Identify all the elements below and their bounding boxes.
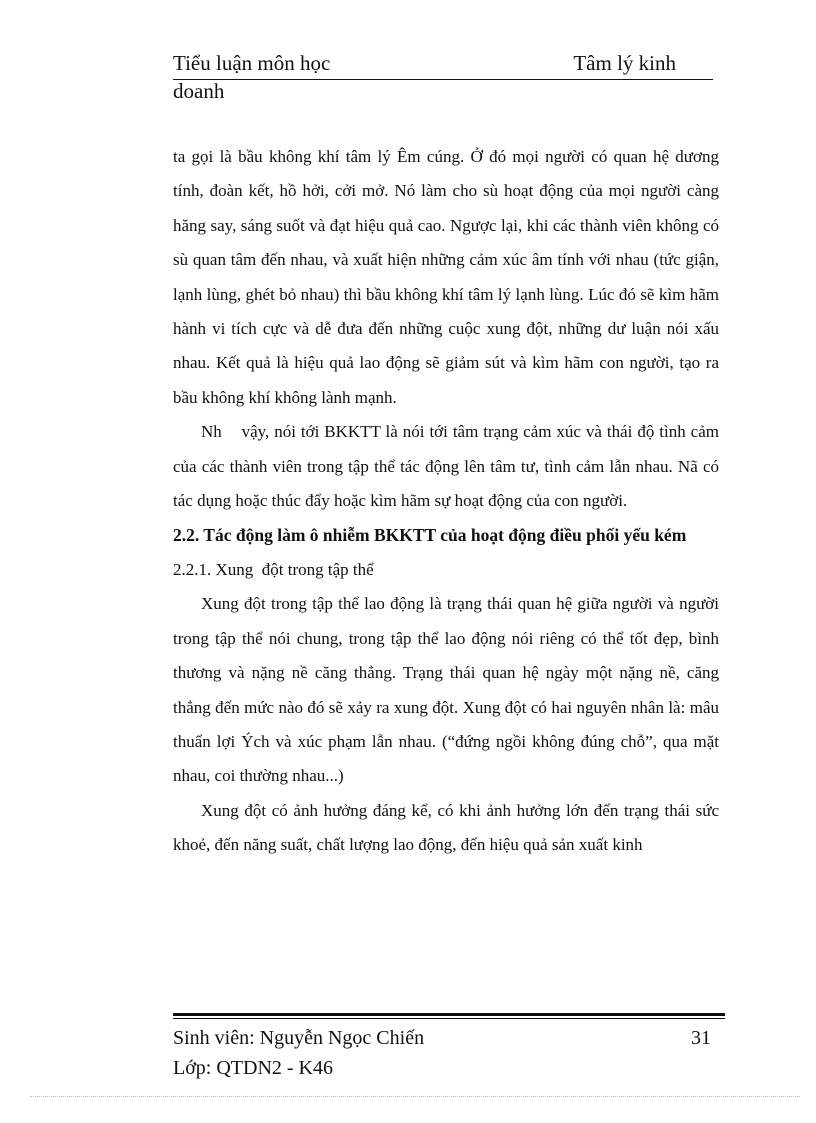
subsection-heading: 2.2.1. Xung đột trong tập thể (173, 559, 374, 579)
paragraph-4: Xung đột có ảnh hưởng đáng kể, có khi ảnh hưởng lớn đến trạng thái sức khoẻ, đến năng suất, chất lượng lao động, đến hiệu quả sản xuất kinh (173, 800, 719, 855)
page-header (173, 50, 713, 101)
page-number: 31 (691, 1027, 711, 1049)
footer-student: Sinh viên: Nguyễn Ngọc Chiến (173, 1027, 425, 1049)
document-body (173, 140, 724, 863)
header-left: Tiểu luận môn học (173, 51, 331, 75)
header-row (173, 50, 713, 77)
header-right: Tâm lý kinh (573, 51, 676, 75)
paragraph-2: Nh vậy, nói tới BKKTT là nói tới tâm trạng cảm xúc và thái độ tình cảm của các thành viên trong tập thể tác động lên tâm tư, tình cảm lẫn nhau. Nã có tác dụng hoặc thúc đẩy hoặc kìm hãm sự hoạt động của con người. (173, 422, 724, 511)
footer-row (173, 1023, 725, 1053)
header-rule (173, 79, 713, 80)
footer-rule-thin (173, 1018, 725, 1019)
footer-class: Lớp: QTDN2 - K46 (173, 1057, 333, 1079)
page-bottom-divider (30, 1096, 800, 1097)
page-footer (173, 1013, 725, 1083)
footer-rule-thick (173, 1013, 725, 1016)
section-heading: 2.2. Tác động làm ô nhiễm BKKTT của hoạt động điều phối yếu kém (173, 525, 687, 546)
paragraph-1: ta gọi là bầu không khí tâm lý Êm cúng. Ở đó mọi người có quan hệ dương tính, đoàn kết, hồ hởi, cởi mở. Nó làm cho sù hoạt động của mọi người càng hăng say, sáng suốt và đạt hiệu quả cao. Ngược lại, khi các thành viên không có sù quan tâm đến nhau, và xuất hiện những cảm xúc âm tính với nhau (tức giận, lạnh lùng, ghét bỏ nhau) thì bầu không khí tâm lý lạnh lùng. Lúc đó sẽ kìm hãm hành vi tích cực và dễ đưa đến những cuộc xung đột, những dư luận nói xấu nhau. Kết quả là hiệu quả lao động sẽ giảm sút và kìm hãm con người, tạo ra bầu không khí không lành mạnh. (173, 147, 719, 407)
header-continuation: doanh (173, 79, 225, 103)
paragraph-3: Xung đột trong tập thể lao động là trạng thái quan hệ giữa người và người trong tập thể nói chung, trong tập thể lao động nói riêng có thể tốt đẹp, bình thương và nặng nề căng thẳng. Trạng thái quan hệ ngày một nặng nề, căng thẳng đến mức nào đó sẽ xảy ra xung đột. Xung đột có hai nguyên nhân là: mâu thuẩn lợi Ých và xúc phạm lẫn nhau. (“đứng ngồi không đúng chỗ”, qua mặt nhau, coi thường nhau...) (173, 594, 719, 786)
